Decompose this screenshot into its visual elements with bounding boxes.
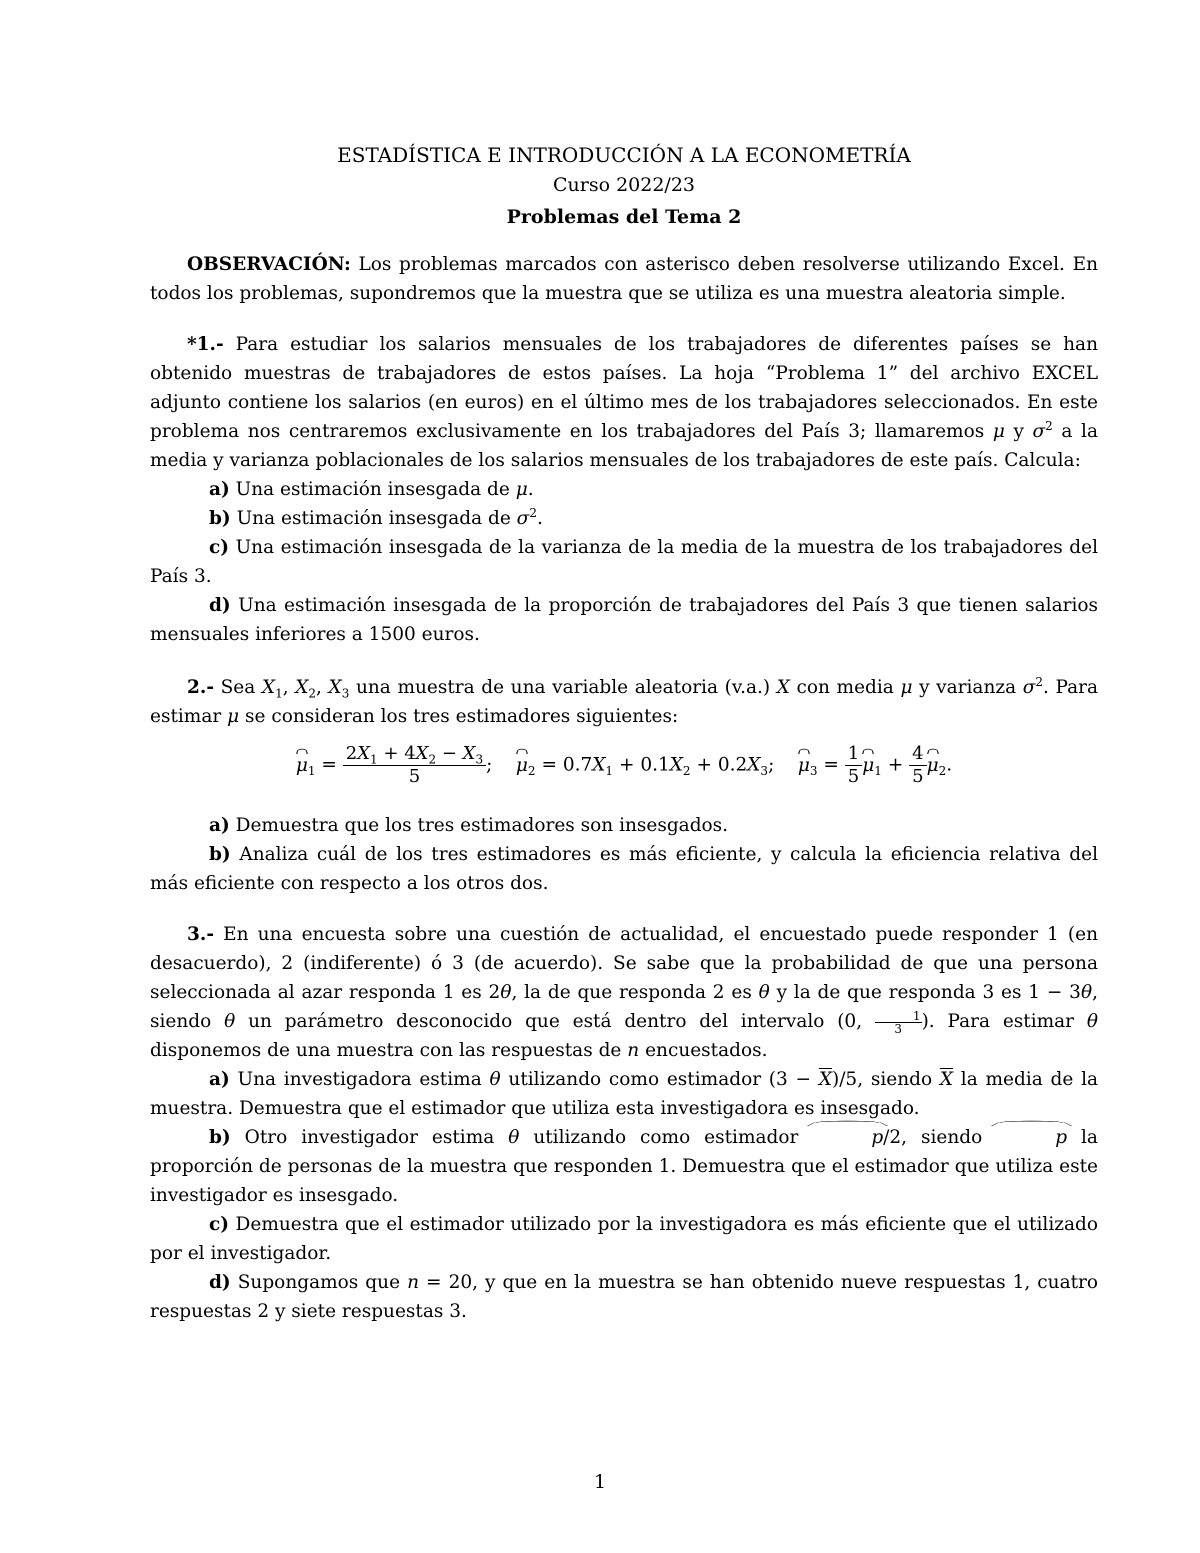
topic-heading: Problemas del Tema 2 [506,206,742,228]
problem1-number: *1.- [187,334,224,355]
problem3-item-b: b) Otro investigador estima θ utilizando como estimador p/2, siendo p la proporción de personas de la muestra que responden 1. Demuestra que el estimador que utiliza este investigador es insesgado. [150,1123,1098,1210]
problem2-intro: 2.- Sea $X_1$, $X_2$, $X_3$ una muestra de una variable aleatoria (v.a.) X con media μ y varianza $\sigma^2$. Para estimar μ se consideran los tres estimadores siguientes: [150,674,1099,727]
problem2-item-a: a) Demuestra que los tres estimadores son insesgados. [209,815,729,836]
problem3-item-a: a) Una investigadora estima θ utilizando como estimador $(3 - \overline{X})/5$, siendo $\overline{X}$ la media de la muestra. Demuestra que el estimador que utiliza esta investigadora es insesgado. [150,1069,1099,1119]
problem3-item-c: c) Demuestra que el estimador utilizado por la investigadora es más eficiente que el utilizado por el investigador. [150,1214,1098,1264]
problem2-number: 2.- [187,677,214,698]
observation-paragraph [150,250,1098,308]
observation-text: Los problemas marcados con asterisco deben resolverse utilizando Excel. En todos los problemas, supondremos que la muestra que se utiliza es una muestra aleatoria simple. [150,254,1098,304]
problem1-item-a: a) Una estimación insesgada de μ. [209,479,534,500]
document-page [150,140,1098,1326]
problem3-number: 3.- [187,924,214,945]
problem3-intro: 3.- En una encuesta sobre una cuestión de actualidad, el encuestado puede responder 1 (en desacuerdo), 2 (indiferente) ó 3 (de acuerdo). Se sabe que la probabilidad de que una persona seleccionada al azar responda 1 es 2θ, la de que responda 2 es θ y la de que responda 3 es 1 − 3θ, siendo θ un parámetro desconocido que está dentro del intervalo (0, $\frac{1}{3}$). Para estimar θ disponemos de una muestra con las respuestas de n encuestados. [150,924,1098,1061]
problem1-item-d: d) Una estimación insesgada de la proporción de trabajadores del País 3 que tienen salarios mensuales inferiores a 1500 euros. [150,595,1098,645]
problem1-item-c: c) Una estimación insesgada de la varianza de la media de la muestra de los trabajadores del País 3. [150,537,1098,587]
course-label: Curso 2022/23 [552,174,696,196]
problem1-intro: *1.- Para estudiar los salarios mensuales de los trabajadores de diferentes países se han obtenido muestras de trabajadores de estos países. La hoja “Problema 1” del archivo EXCEL adjunto contiene los salarios (en euros) en el último mes de los trabajadores seleccionados. En este problema nos centraremos exclusivamente en los trabajadores del País 3; llamaremos μ y $\sigma^2$ a la media y varianza poblacionales de los salarios mensuales de los trabajadores de este país. Calcula: [150,334,1099,471]
problem2-item-b: b) Analiza cuál de los tres estimadores es más eficiente, y calcula la eficiencia relativa del más eficiente con respecto a los otros dos. [150,844,1098,894]
problem1-item-b: b) Una estimación insesgada de $\sigma^2$. [209,505,543,529]
observation-label: OBSERVACIÓN: [187,254,351,275]
page-number: 1 [593,1471,607,1493]
estimators-formula: $\mu_1$ = $\frac{2X_1 + 4X_2 - X_3}{5}$ ; $\mu_2 = 0.7X_1 + 0.1X_2 + 0.2X_3$; $\mu_3$ = $\frac{1}{5}$ $\mu_1$ + $\frac{4}{5}$ $\mu_2$. [295,743,953,787]
problem3-item-d: d) Supongamos que n = 20, y que en la muestra se han obtenido nueve respuestas 1, cuatro respuestas 2 y siete respuestas 3. [150,1272,1099,1322]
document-title: ESTADÍSTICA E INTRODUCCIÓN A LA ECONOMETRÍA [337,143,911,167]
